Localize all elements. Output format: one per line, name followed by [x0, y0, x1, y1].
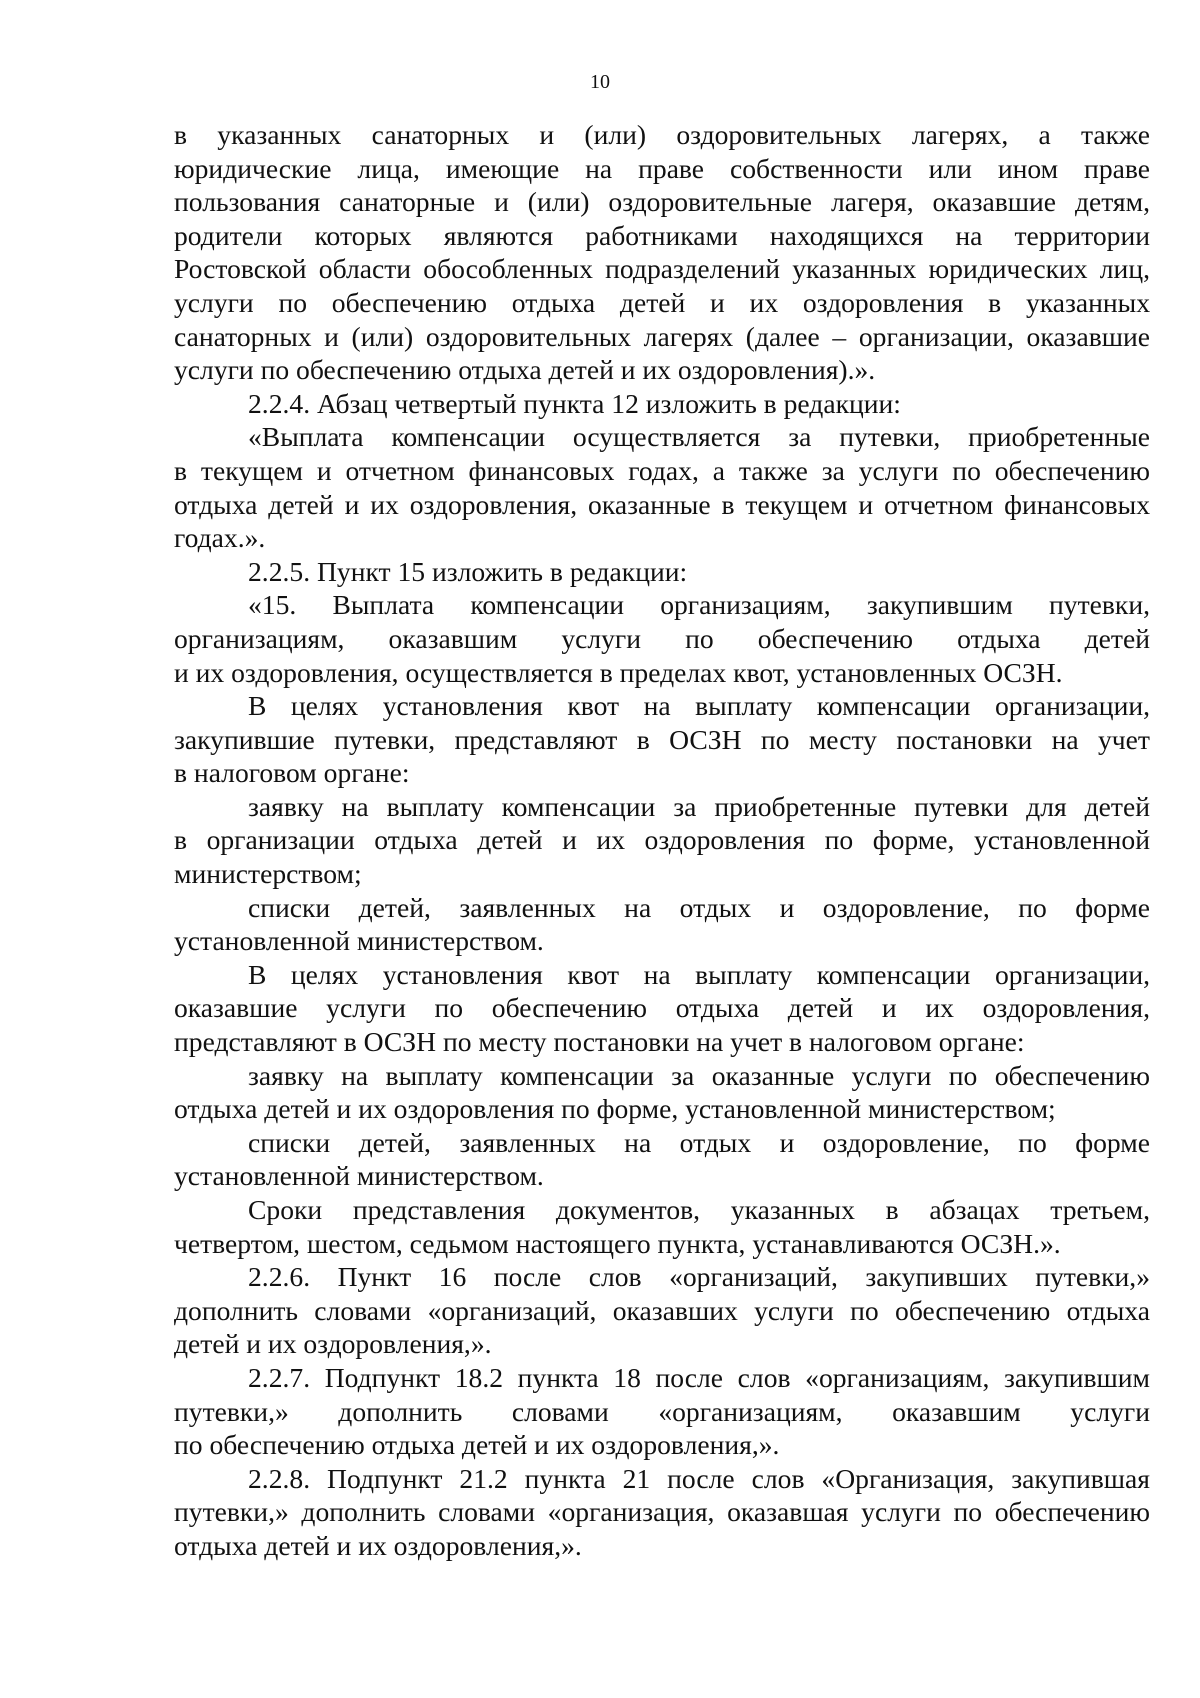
text-line: 2.2.8. Подпункт 21.2 пункта 21 после слов «Организация, закупившая	[248, 1462, 1150, 1494]
text-line: путевки,» дополнить словами «организация, оказавшая услуги по обеспечению	[174, 1496, 1150, 1528]
text-line: В целях установления квот на выплату компенсации организации,	[248, 958, 1150, 990]
text-line: заявку на выплату компенсации за приобретенные путевки для детей	[248, 790, 1150, 822]
text-line: в организации отдыха детей и их оздоровления по форме, установленной	[174, 824, 1150, 856]
text-line: представляют в ОСЗН по месту постановки на учет в налоговом органе:	[174, 1026, 1025, 1058]
text-line: Ростовской области обособленных подразделений указанных юридических лиц,	[174, 253, 1150, 285]
text-line: 2.2.4. Абзац четвертый пункта 12 изложить в редакции:	[248, 387, 901, 419]
text-line: списки детей, заявленных на отдых и оздоровление, по форме	[248, 1126, 1150, 1158]
paragraph	[174, 1361, 1150, 1462]
text-line: в текущем и отчетном финансовых годах, а также за услуги по обеспечению	[174, 454, 1150, 486]
text-line: в указанных санаторных и (или) оздоровительных лагерях, а также	[174, 119, 1150, 150]
text-line: 2.2.6. Пункт 16 после слов «организаций, закупивших путевки,»	[248, 1261, 1150, 1293]
paragraph	[174, 958, 1150, 1059]
paragraph	[174, 118, 1150, 387]
text-line: заявку на выплату компенсации за оказанные услуги по обеспечению	[248, 1059, 1150, 1091]
paragraph	[174, 1193, 1150, 1260]
text-line: «Выплата компенсации осуществляется за путевки, приобретенные	[248, 421, 1150, 453]
text-line: детей и их оздоровления,».	[174, 1328, 492, 1360]
page-number: 10	[590, 71, 610, 93]
paragraph	[174, 689, 1150, 790]
paragraph	[174, 1126, 1150, 1193]
text-line: отдыха детей и их оздоровления,».	[174, 1529, 582, 1561]
text-line: закупившие путевки, представляют в ОСЗН по месту постановки на учет	[174, 723, 1150, 755]
text-line: юридические лица, имеющие на праве собственности или ином праве	[174, 152, 1150, 184]
text-line: по обеспечению отдыха детей и их оздоровления,».	[174, 1429, 780, 1461]
paragraph	[174, 387, 1150, 421]
text-line: 2.2.7. Подпункт 18.2 пункта 18 после слов «организациям, закупившим	[248, 1361, 1150, 1393]
text-line: и их оздоровления, осуществляется в пределах квот, установленных ОСЗН.	[174, 656, 1063, 688]
text-line: отдыха детей и их оздоровления, оказанные в текущем и отчетном финансовых	[174, 488, 1150, 520]
text-line: министерством;	[174, 858, 362, 890]
text-line: путевки,» дополнить словами «организациям, оказавшим услуги	[174, 1395, 1150, 1427]
text-line: установленной министерством.	[174, 925, 544, 957]
text-line: в налоговом органе:	[174, 757, 410, 789]
text-line: «15. Выплата компенсации организациям, закупившим путевки,	[248, 589, 1150, 621]
text-line: В целях установления квот на выплату компенсации организации,	[248, 690, 1150, 722]
text-line: 2.2.5. Пункт 15 изложить в редакции:	[248, 555, 688, 587]
text-line: услуги по обеспечению отдыха детей и их оздоровления в указанных	[174, 286, 1150, 318]
text-line: организациям, оказавшим услуги по обеспечению отдыха детей	[174, 622, 1150, 654]
paragraph	[174, 790, 1150, 891]
paragraph	[174, 555, 1150, 589]
text-line: дополнить словами «организаций, оказавших услуги по обеспечению отдыха	[174, 1294, 1150, 1326]
text-line: пользования санаторные и (или) оздоровительные лагеря, оказавшие детям,	[174, 186, 1150, 218]
paragraph	[174, 1462, 1150, 1563]
paragraph	[174, 420, 1150, 554]
text-line: четвертом, шестом, седьмом настоящего пункта, устанавливаются ОСЗН.».	[174, 1227, 1061, 1259]
paragraph	[174, 891, 1150, 958]
paragraph	[174, 588, 1150, 689]
paragraph	[174, 1059, 1150, 1126]
text-line: списки детей, заявленных на отдых и оздоровление, по форме	[248, 891, 1150, 923]
text-line: оказавшие услуги по обеспечению отдыха детей и их оздоровления,	[174, 992, 1150, 1024]
document-body	[174, 118, 1150, 1563]
text-line: отдыха детей и их оздоровления по форме, установленной министерством;	[174, 1093, 1056, 1125]
text-line: Сроки представления документов, указанных в абзацах третьем,	[248, 1194, 1150, 1225]
text-line: услуги по обеспечению отдыха детей и их оздоровления).».	[174, 354, 876, 386]
text-line: годах.».	[174, 522, 266, 554]
text-line: санаторных и (или) оздоровительных лагерях (далее – организации, оказавшие	[174, 320, 1150, 352]
paragraph	[174, 1260, 1150, 1361]
text-line: родители которых являются работниками находящихся на территории	[174, 219, 1150, 251]
text-line: установленной министерством.	[174, 1160, 544, 1192]
